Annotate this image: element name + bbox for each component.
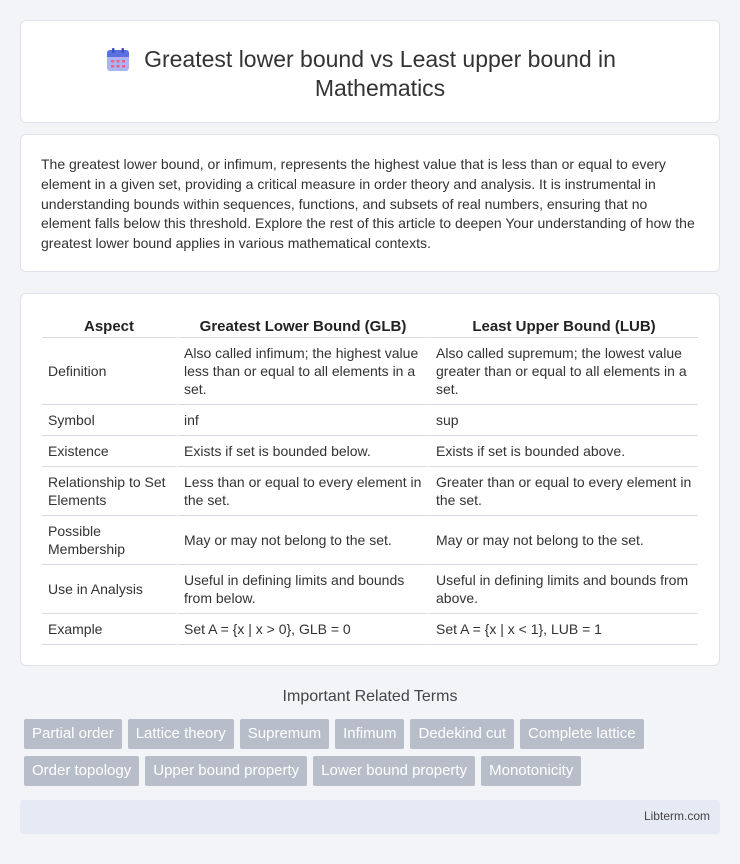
table-row [42,565,698,614]
page-title: Greatest lower bound vs Least upper bound in Mathematics [144,46,616,101]
footer-site-link[interactable]: Libterm.com [643,809,710,823]
row-lub: Also called supremum; the lowest value greater than or equal to all elements in a set. [428,338,698,405]
comparison-table [42,314,698,645]
table-row [42,516,698,565]
related-terms-tags [24,719,704,793]
tag-upper-bound-property[interactable]: Upper bound property [145,756,307,786]
intro-card [20,134,720,272]
table-row [42,614,698,645]
row-glb: Less than or equal to every element in the set. [176,467,428,516]
tag-dedekind-cut[interactable]: Dedekind cut [410,719,514,749]
tag-monotonicity[interactable]: Monotonicity [481,756,581,786]
table-row [42,338,698,405]
row-glb: Also called infimum; the highest value less than or equal to all elements in a set. [176,338,428,405]
row-lub: Exists if set is bounded above. [428,436,698,467]
table-row [42,467,698,516]
table-row [42,436,698,467]
row-lub: Set A = {x | x < 1}, LUB = 1 [428,614,698,645]
header-lub: Least Upper Bound (LUB) [428,314,698,338]
row-aspect: Example [42,614,176,645]
tag-lower-bound-property[interactable]: Lower bound property [313,756,475,786]
tag-row [24,756,704,786]
row-lub: Greater than or equal to every element in the set. [428,467,698,516]
tag-order-topology[interactable]: Order topology [24,756,139,786]
row-aspect: Use in Analysis [42,565,176,614]
row-glb: Useful in defining limits and bounds from below. [176,565,428,614]
comparison-card [20,293,720,666]
tag-lattice-theory[interactable]: Lattice theory [128,719,234,749]
tag-partial-order[interactable]: Partial order [24,719,122,749]
tag-infimum[interactable]: Infimum [335,719,404,749]
intro-paragraph: The greatest lower bound, or infimum, represents the highest value that is less than or equal to every element in a given set, providing a critical measure in order theory and analysis. It is instrumental in understanding bounds within sequences, functions, and subsets of real numbers, ensuring that no element falls below this threshold. Explore the rest of this article to deepen Your understanding of how the greatest lower bound applies in various mathematical contexts. [41,156,695,252]
row-glb: May or may not belong to the set. [176,516,428,565]
table-header-row [42,314,698,338]
row-lub: Useful in defining limits and bounds from above. [428,565,698,614]
related-terms-heading: Important Related Terms [282,688,458,705]
row-aspect: Possible Membership [42,516,176,565]
row-glb: Set A = {x | x > 0}, GLB = 0 [176,614,428,645]
header-glb: Greatest Lower Bound (GLB) [176,314,428,338]
row-glb: inf [176,405,428,436]
tag-row [24,719,704,749]
row-aspect: Relationship to Set Elements [42,467,176,516]
row-lub: May or may not belong to the set. [428,516,698,565]
footer [20,800,720,834]
row-aspect: Existence [42,436,176,467]
tag-complete-lattice[interactable]: Complete lattice [520,719,644,749]
tag-supremum[interactable]: Supremum [240,719,329,749]
row-glb: Exists if set is bounded below. [176,436,428,467]
row-aspect: Definition [42,338,176,405]
table-row [42,405,698,436]
row-lub: sup [428,405,698,436]
title-card [20,20,720,123]
header-aspect: Aspect [42,314,176,338]
row-aspect: Symbol [42,405,176,436]
